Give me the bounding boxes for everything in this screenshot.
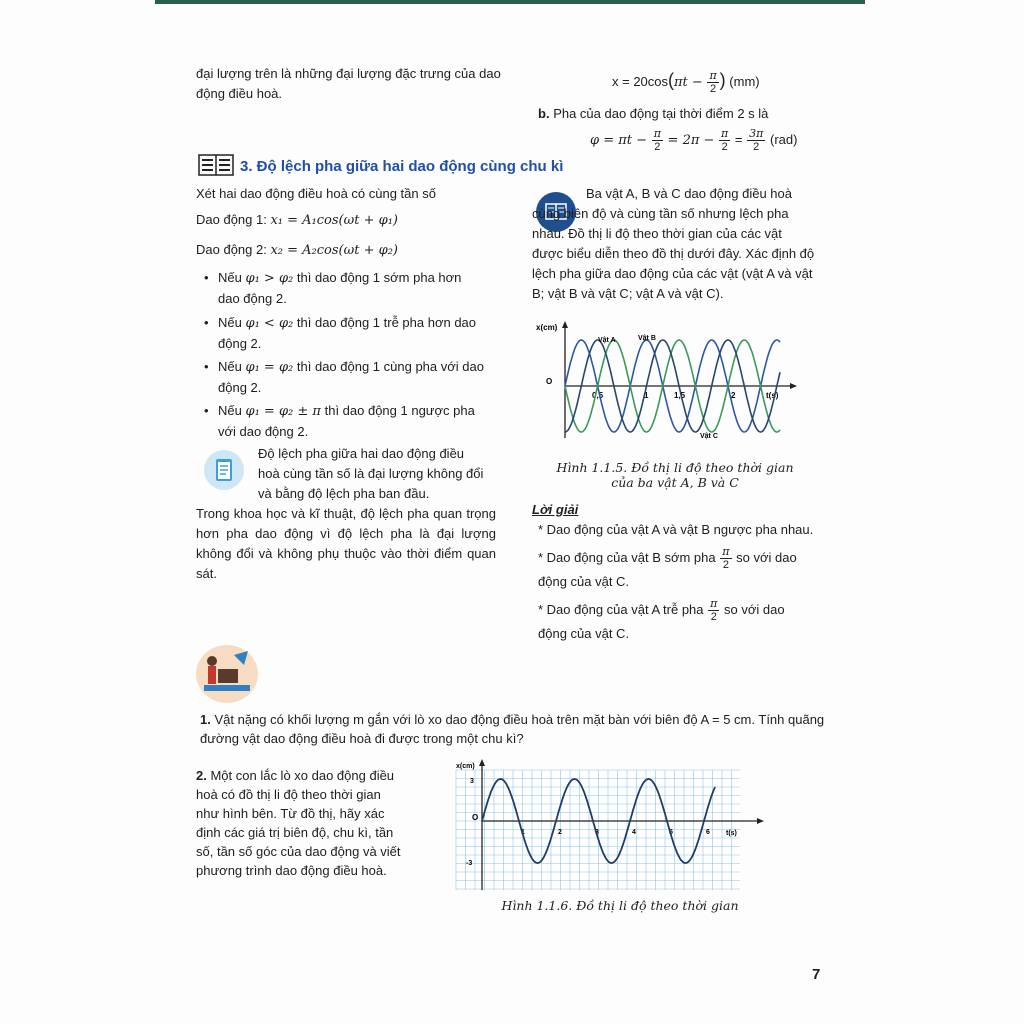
origin-label: O <box>546 377 553 386</box>
y-tick-3: 3 <box>470 778 474 785</box>
figure-caption-2: Hình 1.1.6. Đồ thị li độ theo thời gian <box>501 898 739 913</box>
equation-phi: φ = πt − $\frac{\pi}{2}$ = 2π − $\frac{\pi}{2}$ = $\frac{3\pi}{2}$ (rad) <box>590 127 798 153</box>
label-vat-b: Vật B <box>638 335 656 342</box>
equation-x: x = 20cos(πt − $\frac{\pi}{2}$ ) (mm) <box>612 69 760 96</box>
exercise-1: 1. Vật nặng có khối lượng m gắn với lò xo dao động điều hoà trên mặt bàn với biên độ A = 5 cm. Tính quãng đường vật dao động điều hoà đi được trong một chu kì? <box>200 712 825 746</box>
chart-three-objects <box>530 318 805 453</box>
y-axis-arrow <box>479 759 485 766</box>
book-icon <box>198 153 234 181</box>
exercise-2: 2. Một con lắc lò xo dao động điều hoà có đồ thị li độ theo thời gian như hình bên. Từ đồ thị, hãy xác định các giá trị biên độ, chu kì, tần số, tần số góc của dao động và viết phương trình dao động điều hoà. <box>196 768 401 878</box>
y-tick-neg3: -3 <box>466 860 473 867</box>
solution-2-line2: động của vật C. <box>538 574 630 589</box>
top-border <box>155 0 865 4</box>
label-vat-c: Vật C <box>700 433 718 440</box>
section-heading <box>198 153 563 181</box>
x-axis-arrow <box>757 818 764 824</box>
science-text: Trong khoa học và kĩ thuật, độ lệch pha quan trọng hơn pha dao động vì độ lệch pha là đại lượng không đổi và không phụ thuộc vào thời điểm quan sát. <box>196 506 496 581</box>
solution-3-line2: động của vật C. <box>538 626 630 641</box>
x-tick-3: 3 <box>595 829 599 836</box>
bullet-3: • Nếu φ₁ = φ₂ thì dao động 1 cùng pha với dao động 2. <box>204 359 484 395</box>
note-text: Độ lệch pha giữa hai dao động điều hoà cùng tần số là đại lượng không đổi và bằng độ lệch pha ban đầu. <box>258 446 484 501</box>
solution-1: * Dao động của vật A và vật B ngược pha nhau. <box>538 522 814 537</box>
note-icon <box>204 450 244 490</box>
x-tick-1: 1 <box>644 391 649 400</box>
bullet-4: • Nếu φ₁ = φ₂ ± π thì dao động 1 ngược pha với dao động 2. <box>204 403 475 439</box>
page-number: 7 <box>812 966 821 983</box>
label-vat-a: Vật A <box>598 337 616 344</box>
osc2: Dao động 2: x₂ = A₂cos(ωt + φ₂) <box>196 242 398 258</box>
solution-2: * Dao động của vật B sớm pha $\frac{\pi}{2}$ so với dao <box>538 545 797 571</box>
problem-text: Ba vật A, B và C dao động điều hoà cùng biên độ và cùng tần số nhưng lệch pha nhau. Đồ thị li độ theo thời gian của các vật được biểu diễn theo đồ thị dưới đây. Xác định độ lệch pha giữa dao động của các vật (vật A và vật B; vật B và vật C; vật A và vật C). <box>532 186 815 301</box>
x-tick-5: 5 <box>669 829 673 836</box>
origin-label: O <box>472 813 479 822</box>
y-axis-label: x(cm) <box>536 323 558 332</box>
x-axis-label: t(s) <box>766 391 779 400</box>
y-axis-label: x(cm) <box>456 763 475 770</box>
figure-caption-1: Hình 1.1.5. Đồ thị li độ theo thời gian của ba vật A, B và C <box>556 460 794 490</box>
solution-title: Lời giải <box>532 502 579 517</box>
exercise-illustration-icon <box>196 645 258 703</box>
x-tick-6: 6 <box>706 829 710 836</box>
x-tick-0.5: 0,5 <box>592 391 604 400</box>
solution-3: * Dao động của vật A trễ pha $\frac{\pi}{2}$ so với dao <box>538 597 785 623</box>
part-b: b. Pha của dao động tại thời điểm 2 s là <box>538 106 769 121</box>
bullet-1: • Nếu φ₁ > φ₂ thì dao động 1 sớm pha hơn dao động 2. <box>204 270 462 306</box>
x-tick-1: 1 <box>521 829 525 836</box>
x-axis-arrow <box>790 383 797 389</box>
x-tick-1.5: 1,5 <box>674 391 686 400</box>
consider-text: Xét hai dao động điều hoà có cùng tần số <box>196 186 436 201</box>
osc1: Dao động 1: x₁ = A₁cos(ωt + φ₁) <box>196 212 398 228</box>
x-tick-2: 2 <box>731 391 736 400</box>
x-axis-label: t(s) <box>726 830 737 837</box>
section-title: 3. Độ lệch pha giữa hai dao động cùng chu kì <box>240 157 564 175</box>
bullet-2: • Nếu φ₁ < φ₂ thì dao động 1 trễ pha hơn dao động 2. <box>204 315 477 351</box>
chart-displacement-time <box>452 758 770 894</box>
y-axis-arrow <box>562 321 568 328</box>
x-tick-4: 4 <box>632 829 636 836</box>
intro-text: đại lượng trên là những đại lượng đặc trưng của dao động điều hoà. <box>196 66 501 101</box>
x-tick-2: 2 <box>558 829 562 836</box>
